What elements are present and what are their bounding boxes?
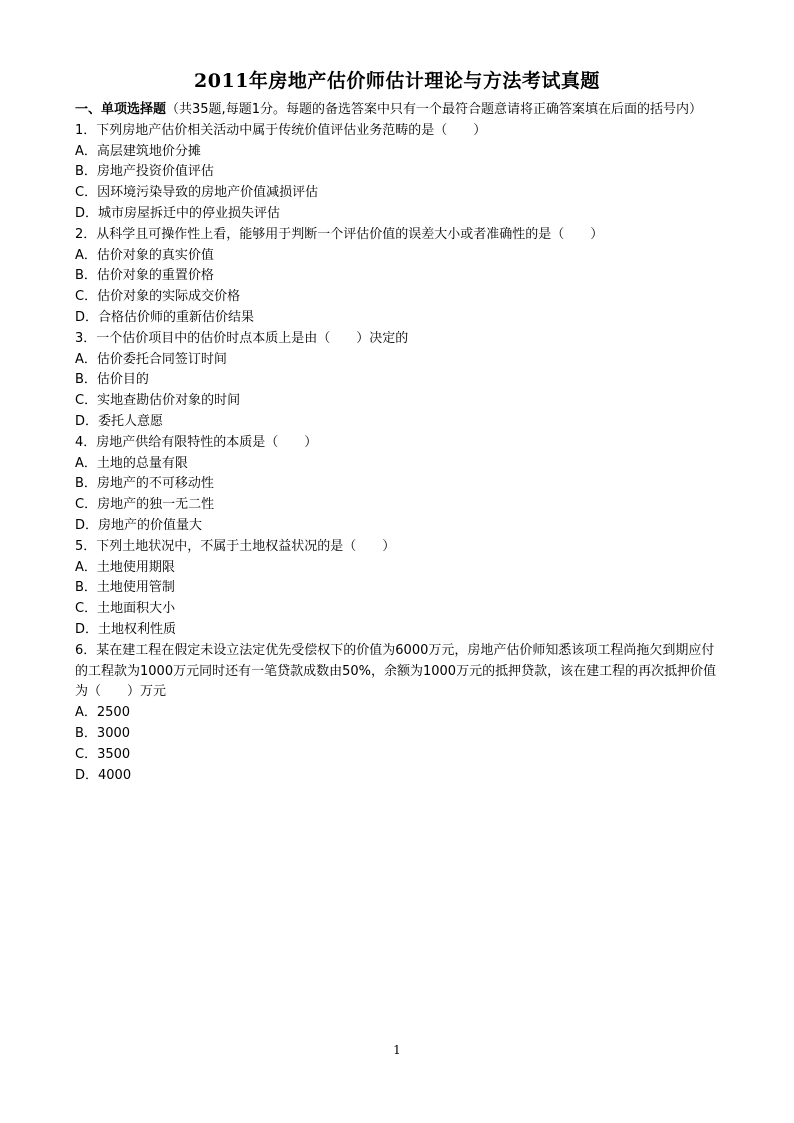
question-stem: 4．房地产供给有限特性的本质是（ ） <box>75 434 318 450</box>
page-title: 2011年房地产估价师估计理论与方法考试真题 <box>194 70 600 92</box>
question-option: C．估价对象的实际成交价格 <box>75 289 241 305</box>
question-option: D．城市房屋拆迁中的停业损失评估 <box>75 205 281 221</box>
question-stem: 3．一个估价项目中的估价时点本质上是由（ ）决定的 <box>75 330 409 346</box>
question-option: B．3000 <box>75 725 131 741</box>
question-option: B．房地产投资价值评估 <box>75 164 214 180</box>
question-option: B．估价对象的重置价格 <box>75 268 214 284</box>
question-option: D．4000 <box>75 767 132 783</box>
section-label: 一、单项选择题 <box>75 102 167 117</box>
question-option: A．高层建筑地价分摊 <box>75 143 201 159</box>
question-option: D．土地权利性质 <box>75 621 177 637</box>
question-option: C．房地产的独一无二性 <box>75 497 215 513</box>
question-option: A．2500 <box>75 705 130 721</box>
question-option: D．房地产的价值量大 <box>75 517 203 533</box>
question-option: A．估价委托合同签订时间 <box>75 351 227 367</box>
section-note: （共35题,每题1分。每题的备选答案中只有一个最符合题意请将正确答案填在后面的括号内） <box>166 102 702 117</box>
question-stem: 2．从科学且可操作性上看，能够用于判断一个评估价值的误差大小或者准确性的是（ ） <box>75 226 604 242</box>
question-stem: 5．下列土地状况中，不属于土地权益状况的是（ ） <box>75 538 396 554</box>
question-option: A．土地使用期限 <box>75 559 175 575</box>
question-stem: 6．某在建工程在假定未设立法定优先受偿权下的价值为6000万元，房地产估价师知悉该项工程尚拖欠到期应付的工程款为1000万元同时还有一笔贷款成数由50%，余额为1000万元的抵押贷款，该在建工程的再次抵押价值为（ ）万元 <box>75 642 717 700</box>
question-option: C．3500 <box>75 746 131 762</box>
question-option: A．土地的总量有限 <box>75 455 188 471</box>
document-body <box>75 100 723 786</box>
question-option: D．委托人意愿 <box>75 413 164 429</box>
page-number: 1 <box>393 1043 401 1057</box>
question-option: B．土地使用管制 <box>75 580 175 596</box>
question-option: C．因环境污染导致的房地产价值减损评估 <box>75 185 319 201</box>
section-header <box>75 100 723 121</box>
question-option: C．土地面积大小 <box>75 601 176 617</box>
question-option: B．房地产的不可移动性 <box>75 476 214 492</box>
question-option: C．实地查勘估价对象的时间 <box>75 393 241 409</box>
question-stem: 1．下列房地产估价相关活动中属于传统价值评估业务范畴的是（ ） <box>75 122 487 138</box>
question-option: B．估价目的 <box>75 372 149 388</box>
question-option: D．合格估价师的重新估价结果 <box>75 309 255 325</box>
question-option: A．估价对象的真实价值 <box>75 247 214 263</box>
